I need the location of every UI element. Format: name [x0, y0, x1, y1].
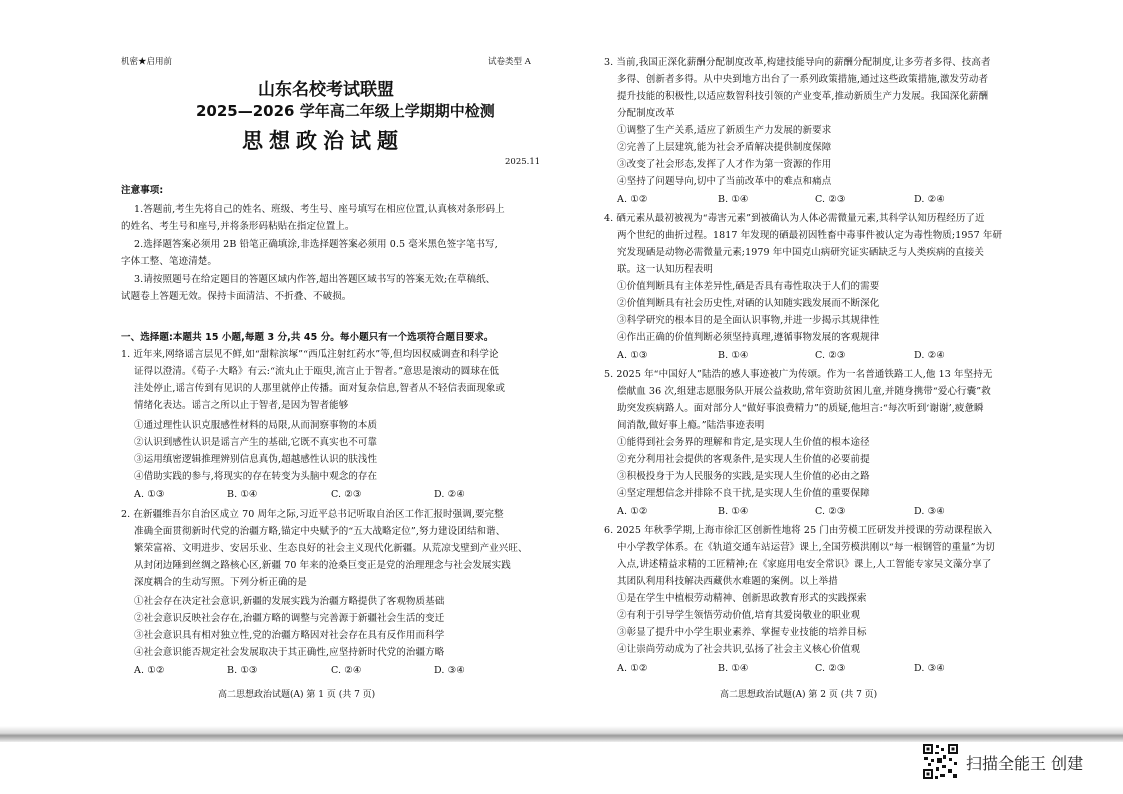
answer-choice: D. ③④	[914, 506, 945, 517]
answer-choice: A. ①②	[134, 665, 165, 676]
question-text: 究发现硒是动物必需微量元素;1979 年中国克山病研究证实硒缺乏与人类疾病的直接关	[617, 247, 984, 258]
question-text: 1. 近年来,网络谣言层见不鲜,如“甜粽滨塚”“西瓜注射红药水”等,但均因权威调查和科学论	[121, 349, 499, 360]
statement-option: ②充分利用社会提供的客观条件,是实现人生价值的必要前提	[617, 454, 870, 465]
statement-option: ④作出正确的价值判断必须坚持真理,遵循事物发展的客观规律	[617, 332, 880, 343]
question-text: 提升技能的积极性,以适应数智科技引领的产业变革,推动新质生产力发展。我国深化薪酬	[617, 91, 989, 102]
question-text: 从封闭边陲到丝绸之路核心区,新疆 70 年来的沧桑巨变正是党的治理理念与社会发展实践	[134, 560, 511, 571]
question-text: 2. 在新疆维吾尔自治区成立 70 周年之际,习近平总书记听取自治区工作汇报时强调,要完整	[121, 509, 504, 520]
answer-choice: D. ③④	[914, 663, 945, 674]
statement-option: ④坚定理想信念并排除不良干扰,是实现人生价值的重要保障	[617, 488, 870, 499]
question-text: 入点,讲述精益求精的工匠精神;在《家庭用电安全常识》课上,人工智能专家吴文藻分享了	[617, 559, 992, 570]
subject-title: 思想政治试题	[242, 129, 404, 153]
question-text: 准确全面贯彻新时代党的治疆方略,锚定中央赋予的“五大战略定位”,努力建设团结和谐、	[134, 526, 506, 537]
notice-line: 的姓名、考生号和座号,并将条形码粘贴在指定位置上。	[121, 221, 355, 232]
question-text: 间消散,做好事上瘾。”陆浩事迹表明	[617, 420, 765, 431]
answer-choice: C. ②③	[815, 194, 846, 205]
statement-option: ①调整了生产关系,适应了新质生产力发展的新要求	[617, 125, 832, 136]
statement-option: ①社会存在决定社会意识,新疆的发展实践为治疆方略提供了客观物质基础	[134, 596, 445, 607]
statement-option: ④让崇尚劳动成为了社会共识,弘扬了社会主义核心价值观	[617, 644, 861, 655]
notice-line: 字体工整、笔迹清楚。	[121, 256, 218, 267]
notice-line: 1.答题前,考生先将自己的姓名、班级、考生号、座号填写在相应位置,认真核对条形码上	[134, 204, 505, 215]
answer-choice: B. ①④	[718, 506, 749, 517]
answer-choice: C. ②④	[331, 665, 362, 676]
question-text: 6. 2025 年秋季学期,上海市徐汇区创新性地将 25 门由劳模工匠研发并授课的劳动课程嵌入	[604, 525, 993, 536]
qr-code-icon	[922, 743, 959, 780]
notice-heading: 注意事项:	[121, 185, 164, 196]
statement-option: ①是在学生中植根劳动精神、创新思政教育形式的实践探索	[617, 593, 867, 604]
question-text: 联。这一认知历程表明	[617, 264, 714, 275]
exam-term-title: 2025—2026 学年高二年级上学期期中检测	[196, 102, 495, 120]
paper-type-label: 试卷类型 A	[488, 57, 531, 67]
question-text: 分配制度改革	[617, 108, 675, 119]
answer-choice: A. ①②	[617, 194, 648, 205]
exam-union-title: 山东名校考试联盟	[258, 80, 394, 100]
question-text: 两个世纪的曲折过程。1817 年发现的硒最初因牲畜中毒事件被认定为毒性物质;1957 年研	[617, 230, 1003, 241]
question-text: 4. 硒元素从最初被视为“毒害元素”到被确认为人体必需微量元素,其科学认知历程经历了近	[604, 213, 985, 224]
notice-line: 2.选择题答案必须用 2B 铅笔正确填涂,非选择题答案必须用 0.5 毫米黑色签字笔书写,	[134, 239, 498, 250]
statement-option: ②认识到感性认识是谣言产生的基础,它既不真实也不可靠	[134, 437, 378, 448]
answer-choice: A. ①②	[617, 506, 648, 517]
page-footer: 高二思想政治试题(A) 第 1 页 (共 7 页)	[218, 690, 376, 700]
statement-option: ③积极投身于为人民服务的实践,是实现人生价值的必由之路	[617, 471, 870, 482]
confidential-label: 机密★启用前	[121, 57, 173, 67]
statement-option: ④坚持了问题导向,切中了当前改革中的难点和痛点	[617, 176, 832, 187]
statement-option: ④社会意识能否规定社会发展取决于其正确性,应坚持新时代党的治疆方略	[134, 647, 445, 658]
answer-choice: A. ①②	[617, 663, 648, 674]
statement-option: ③科学研究的根本目的是全面认识事物,并进一步揭示其规律性	[617, 315, 880, 326]
page-footer: 高二思想政治试题(A) 第 2 页 (共 7 页)	[720, 690, 878, 700]
answer-choice: B. ①③	[227, 665, 258, 676]
answer-choice: B. ①④	[718, 194, 749, 205]
question-text: 偿献血 36 次,组建志愿服务队开展公益救助,常年资助贫困儿童,并随身携带“爱心行囊”救	[617, 386, 991, 397]
statement-option: ③社会意识具有相对独立性,党的治疆方略因对社会存在具有反作用而科学	[134, 630, 445, 641]
exam-date: 2025.11	[505, 157, 541, 167]
question-text: 繁荣富裕、文明进步、安居乐业、生态良好的社会主义现代化新疆。从荒凉戈壁到产业兴旺、	[134, 543, 528, 554]
question-text: 助突发疾病路人。面对部分人“做好事浪费精力”的质疑,他坦言:“每次听到‘谢谢’,疲惫瞬	[617, 403, 984, 414]
watermark-brand: 扫描全能王 创建	[966, 754, 1084, 773]
question-text: 情绪化表达。谣言之所以止于智者,是因为智者能够	[134, 400, 349, 411]
statement-option: ①价值判断具有主体差异性,硒是否具有毒性取决于人们的需要	[617, 281, 880, 292]
question-text: 深度耦合的生动写照。下列分析正确的是	[134, 577, 307, 588]
scan-edge-shadow	[0, 726, 1123, 742]
statement-option: ②社会意识反映社会存在,治疆方略的调整与完善源于新疆社会生活的变迁	[134, 613, 445, 624]
question-text: 其团队利用科技解决西藏供水难题的案例。以上举措	[617, 576, 838, 587]
answer-choice: B. ①④	[227, 489, 258, 500]
statement-option: ③改变了社会形态,发挥了人才作为第一资源的作用	[617, 159, 832, 170]
question-text: 多得、创新者多得。从中央到地方出台了一系列政策措施,通过这些政策措施,激发劳动者	[617, 74, 989, 85]
answer-choice: B. ①④	[718, 350, 749, 361]
answer-choice: A. ①③	[134, 489, 165, 500]
answer-choice: D. ②④	[434, 489, 465, 500]
statement-option: ②有利于引导学生领悟劳动价值,培育其爱岗敬业的职业观	[617, 610, 861, 621]
answer-choice: C. ②③	[815, 506, 846, 517]
question-text: 洼处停止,谣言传到有见识的人那里就停止传播。面对复杂信息,智者从不轻信表面现象或	[134, 383, 506, 394]
answer-choice: B. ①④	[718, 663, 749, 674]
answer-choice: C. ②③	[815, 663, 846, 674]
answer-choice: C. ②③	[331, 489, 362, 500]
answer-choice: A. ①③	[617, 350, 648, 361]
notice-line: 3.请按照题号在给定题目的答题区域内作答,超出答题区域书写的答案无效;在草稿纸、	[134, 274, 496, 285]
question-text: 证得以澄清。《荀子·大略》有云:“流丸止于瓯臾,流言止于智者。”意思是滚动的圆球在低	[134, 366, 500, 377]
statement-option: ③运用缜密逻辑推理辨别信息真伪,超越感性认识的肤浅性	[134, 454, 378, 465]
answer-choice: D. ③④	[434, 665, 465, 676]
question-text: 5. 2025 年“中国好人”陆浩的感人事迹被广为传颂。作为一名普通铁路工人,他 13 年坚持无	[604, 369, 993, 380]
statement-option: ①通过理性认识克服感性材料的局限,从而洞察事物的本质	[134, 420, 378, 431]
answer-choice: C. ②③	[815, 350, 846, 361]
statement-option: ③彰显了提升中小学生职业素养、掌握专业技能的培养目标	[617, 627, 867, 638]
answer-choice: D. ②④	[914, 350, 945, 361]
statement-option: ②完善了上层建筑,能为社会矛盾解决提供制度保障	[617, 142, 832, 153]
answer-choice: D. ②④	[914, 194, 945, 205]
statement-option: ①能得到社会务界的理解和肯定,是实现人生价值的根本途径	[617, 437, 870, 448]
question-text: 3. 当前,我国正深化薪酬分配制度改革,构建技能导向的薪酬分配制度,让多劳者多得、技高者	[604, 57, 991, 68]
statement-option: ④借助实践的参与,将现实的存在转变为头脑中观念的存在	[134, 471, 378, 482]
question-text: 中小学教学体系。在《轨道交通车站运营》课上,全国劳模洪刚以“每一根钢管的重量”为切	[617, 542, 995, 553]
section-title: 一、选择题:本题共 15 小题,每题 3 分,共 45 分。每小题只有一个选项符合题目要求。	[121, 332, 494, 343]
statement-option: ②价值判断具有社会历史性,对硒的认知随实践发展而不断深化	[617, 298, 880, 309]
notice-line: 试题卷上答题无效。保持卡面清洁、不折叠、不破损。	[121, 291, 352, 302]
